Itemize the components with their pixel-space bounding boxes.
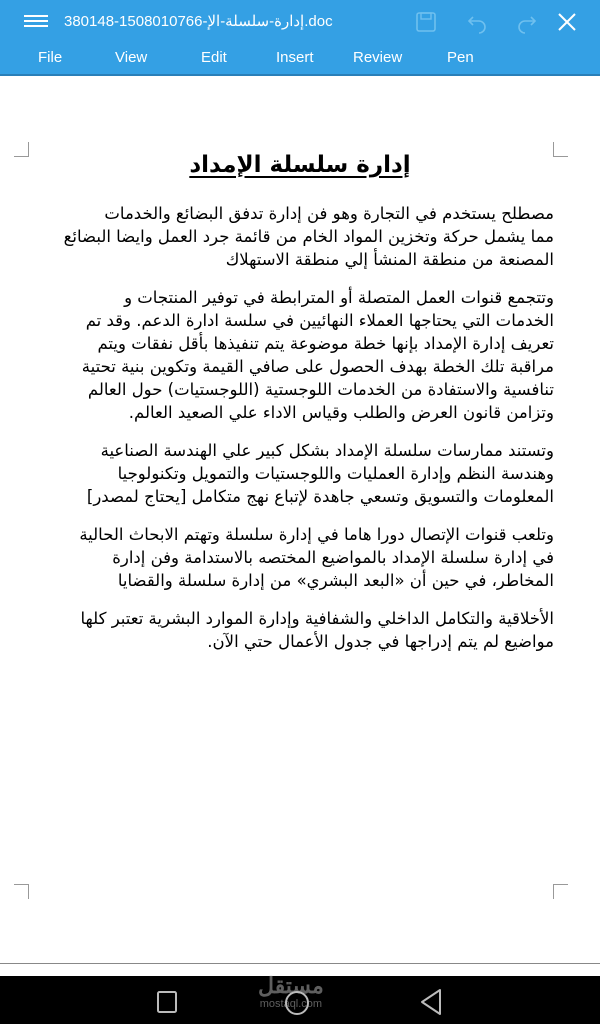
divider xyxy=(0,963,600,964)
app-toolbar xyxy=(0,0,600,76)
margin-corner-mark xyxy=(553,884,568,899)
paragraph-line: وتتجمع قنوات العمل المتصلة أو المترابطة في توفير المنتجات و xyxy=(124,288,554,307)
menu-insert[interactable]: Insert xyxy=(276,49,314,66)
paragraph-line: تنافسية والاستفادة من الخدمات اللوجستية (اللوجستيات) حول العالم xyxy=(87,380,554,399)
save-icon[interactable] xyxy=(412,8,440,36)
margin-corner-mark xyxy=(14,884,29,899)
paragraph-line: تعريف إدارة الإمداد بإنها خطة موضوعة يتم تنفيذها بأقل نفقات ويتم xyxy=(97,334,554,353)
paragraph-line: الخدمات التي يحتاجها العملاء النهائيين في سلسة ادارة الدعم. وقد تم xyxy=(85,311,554,330)
paragraph-line: مراقبة تلك الخطة بهدف الحصول على صافي القيمة وتكوين بنية تحتية xyxy=(81,357,554,376)
paragraph-line: الأخلاقية والتكامل الداخلي والشفافية وإدارة الموارد البشرية تعتبر كلها xyxy=(80,609,554,628)
redo-icon[interactable] xyxy=(512,8,540,36)
paragraph-line: المخاطر، في حين أن «البعد البشري» من إدارة سلسلة والقضايا xyxy=(117,571,554,590)
home-icon[interactable] xyxy=(282,988,312,1018)
menu-view[interactable]: View xyxy=(115,49,148,66)
menu-pen[interactable]: Pen xyxy=(447,49,474,66)
paragraph-line: مصطلح يستخدم في التجارة وهو فن إدارة تدفق البضائع والخدمات xyxy=(104,204,554,223)
heading-text: إدارة سلسلة الإمداد xyxy=(189,152,411,178)
paragraph-line: وتلعب قنوات الإتصال دورا هاما في إدارة سلسلة وتهتم الابحاث الحالية xyxy=(79,525,554,544)
back-icon[interactable] xyxy=(418,988,444,1016)
hamburger-menu-icon[interactable] xyxy=(24,12,48,30)
android-nav-bar xyxy=(0,973,600,1024)
paragraph-line: مواضيع لم يتم إدراجها في جدول الأعمال حتي الآن. xyxy=(207,632,554,651)
paragraph-line: مما يشمل حركة وتخزين المواد الخام من قائمة جرد العمل وايضا البضائع xyxy=(63,227,554,246)
paragraph-line: المصنعة من منطقة المنشأ إلي منطقة الاستهلاك xyxy=(225,250,554,269)
paragraph-line: في إدارة سلسلة الإمداد بالمواضيع المختصه بالاستدامة وفن إدارة xyxy=(112,548,554,567)
menu-review[interactable]: Review xyxy=(353,49,403,66)
undo-icon[interactable] xyxy=(464,8,492,36)
paragraph-line: وهندسة النظم وإدارة العمليات واللوجستيات والتمويل وتكنولوجيا xyxy=(117,464,554,483)
paragraph-line: وتزامن قانون العرض والطلب وقياس الاداء علي الصعيد العالم. xyxy=(128,403,554,422)
watermark-arabic: مستقل xyxy=(258,973,324,998)
paragraph-line: وتستند ممارسات سلسلة الإمداد بشكل كبير علي الهندسة الصناعية xyxy=(100,441,554,460)
watermark-latin: mostaql.com xyxy=(259,998,323,1010)
close-icon[interactable] xyxy=(553,8,581,36)
document-filename: 380148-1508010766-إدارة-سلسلة-الإ.doc xyxy=(64,13,333,30)
menu-file[interactable]: File xyxy=(38,49,63,66)
recent-apps-icon[interactable] xyxy=(156,990,180,1014)
menu-edit[interactable]: Edit xyxy=(201,49,227,66)
paragraph-line: المعلومات والتسويق وتسعي جاهدة لإتباع نهج متكامل [يحتاج لمصدر] xyxy=(86,487,554,506)
document-heading xyxy=(0,152,600,178)
